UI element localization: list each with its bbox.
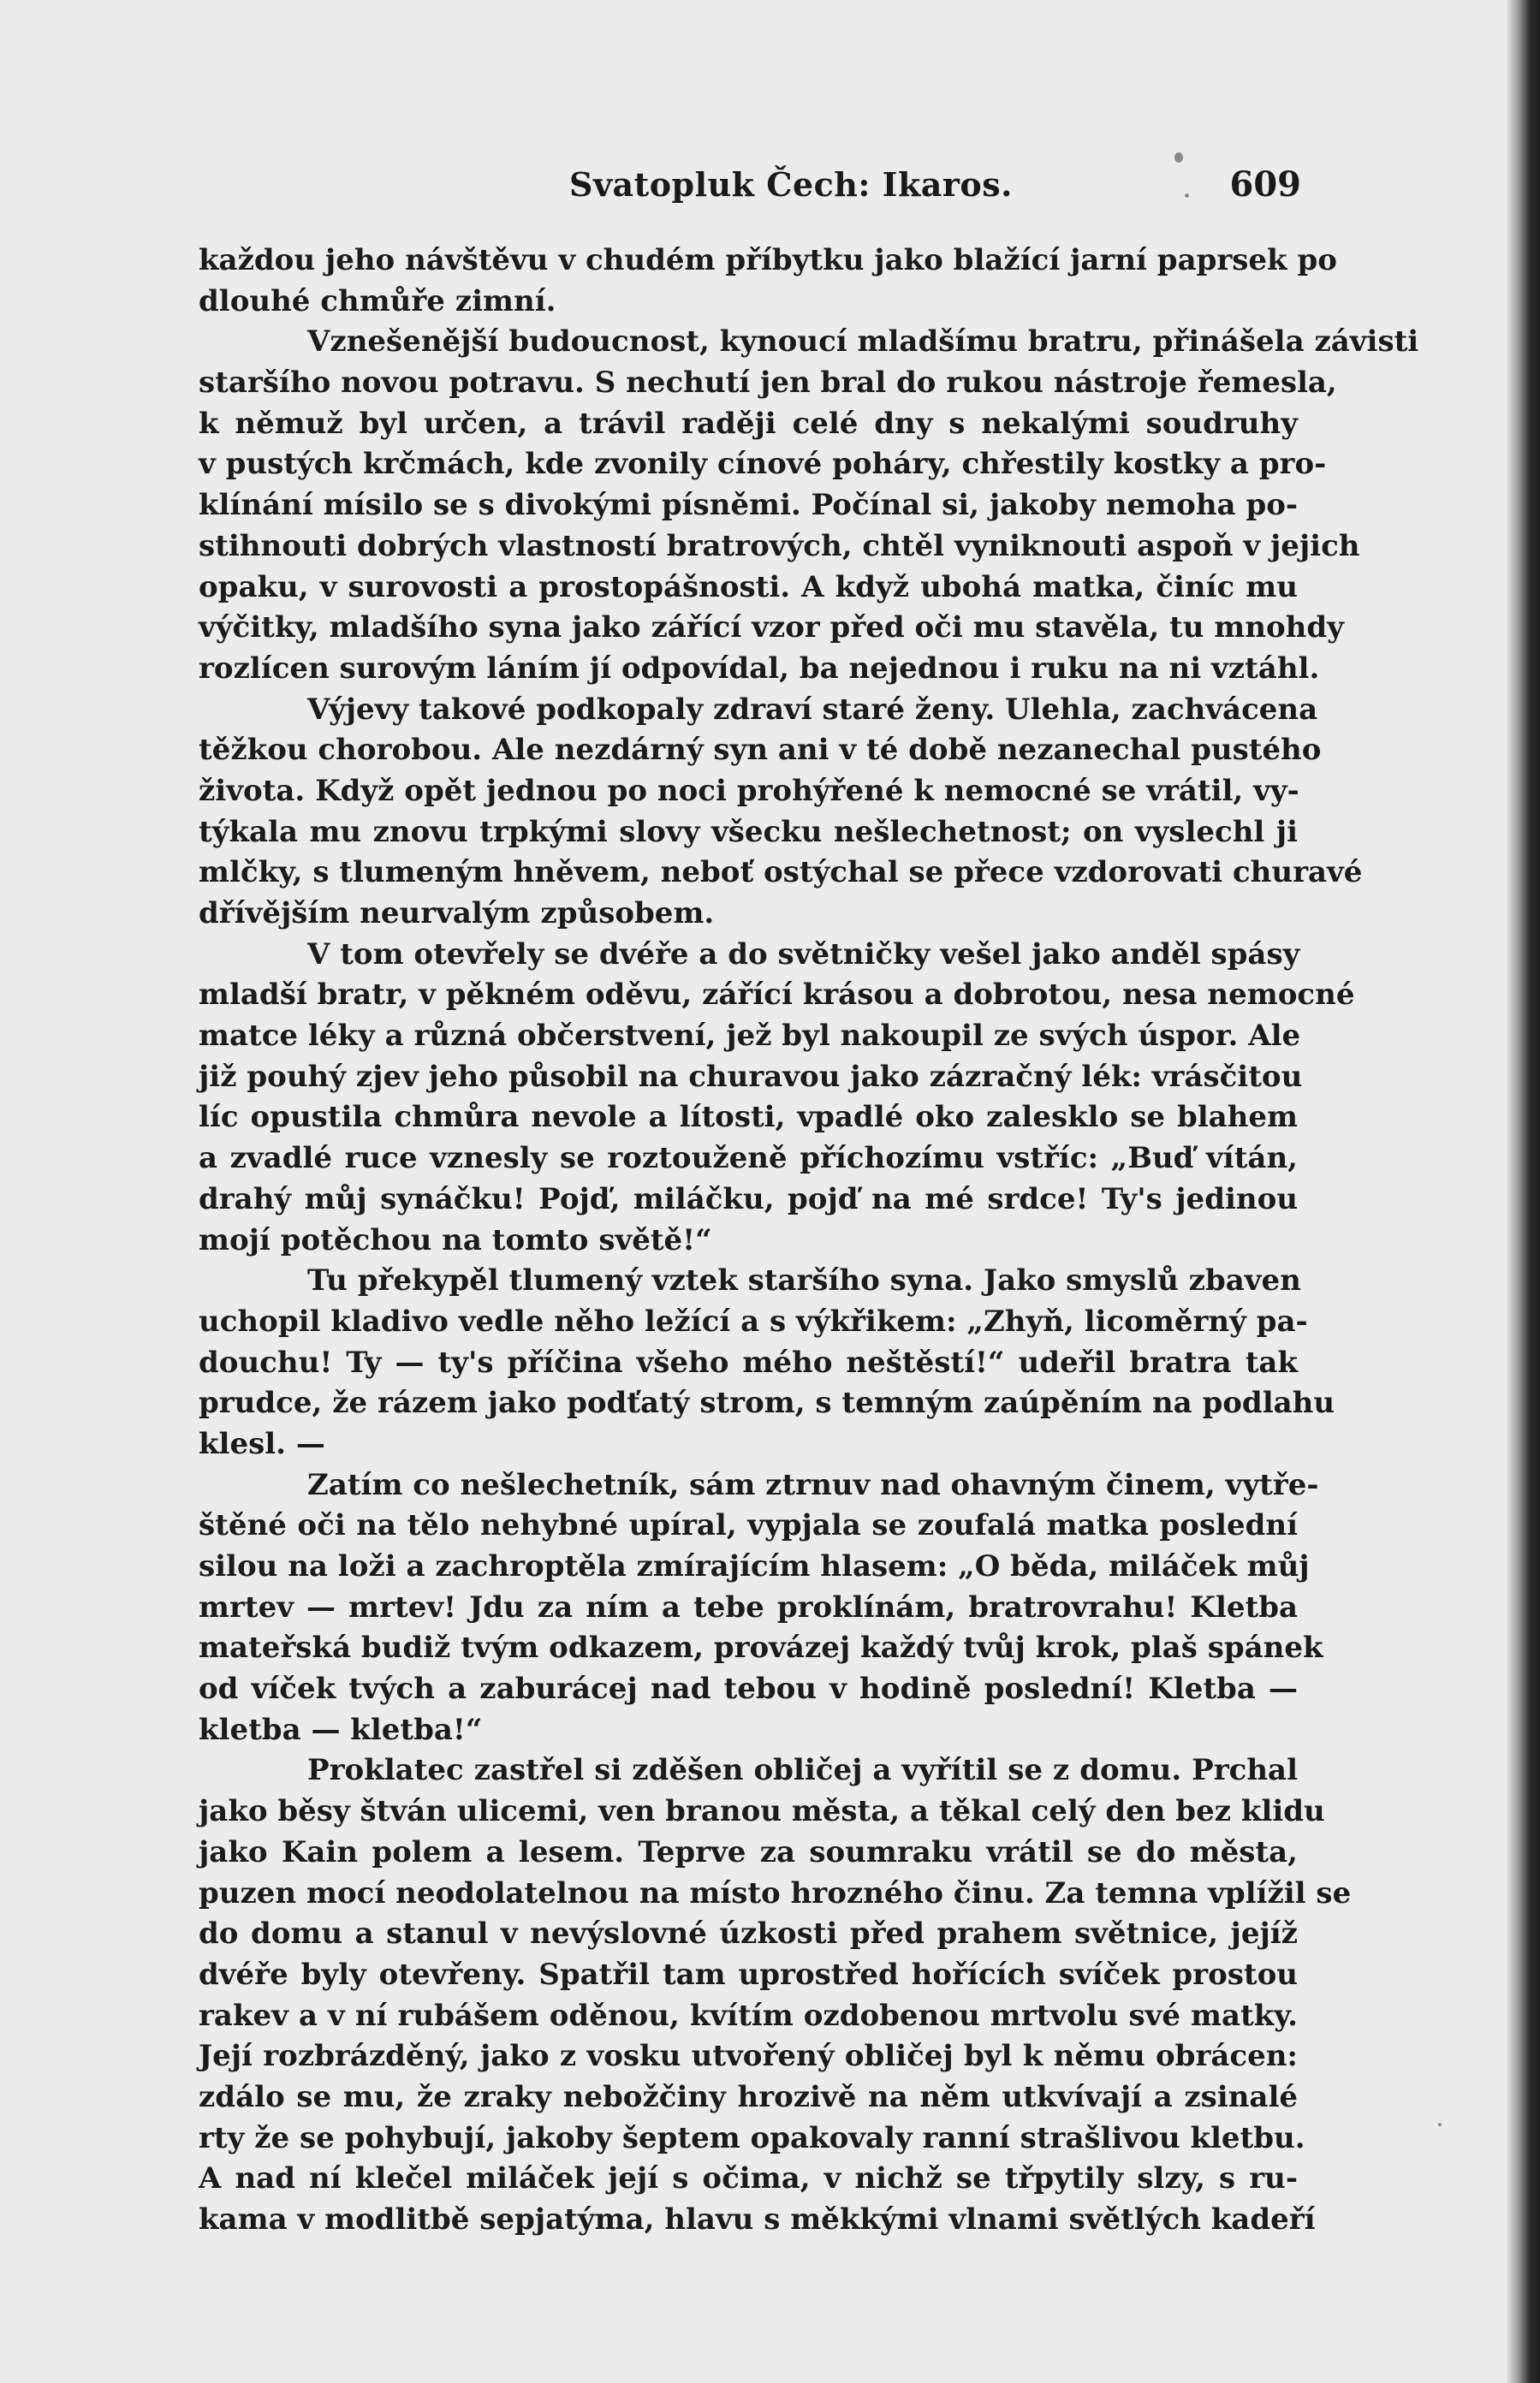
paragraph-start-line: Vznešenější budoucnost, kynoucí mladšímu bratru, přinášela závisti — [307, 324, 1419, 360]
paragraph-start-line: V tom otevřely se dvéře a do světničky vešel jako anděl spásy — [307, 936, 1300, 972]
text-line: mlčky, s tlumeným hněvem, neboť ostýchal se přece vzdorovati churavé — [199, 855, 1363, 890]
paragraph-start-line: Tu překypěl tlumený vztek staršího syna. Jako smyslů zbaven — [307, 1263, 1301, 1298]
text-line: opaku, v surovosti a prostopášnosti. A když ubohá matka, činíc mu — [199, 569, 1298, 604]
paragraph-start-line: Výjevy takové podkopaly zdraví staré ženy. Ulehla, zachvácena — [307, 692, 1318, 727]
text-line: každou jeho návštěvu v chudém příbytku jako blažící jarní paprsek po — [199, 243, 1337, 277]
paragraph-start-line: Proklatec zastřel si zděšen obličej a vyřítil se z domu. Prchal — [307, 1753, 1298, 1788]
text-line: matce léky a různá občerstvení, jež byl nakoupil ze svých úspor. Ale — [199, 1019, 1301, 1054]
text-line: líc opustila chmůra nevole a lítosti, vpadlé oko zalesklo se blahem — [199, 1100, 1298, 1135]
text-line: prudce, že rázem jako podťatý strom, s temným zaúpěním na podlahu — [199, 1386, 1335, 1421]
text-line: od víček tvých a zaburácej nad tebou v hodině poslední! Kletba — — [199, 1672, 1298, 1707]
text-line: rakev a v ní rubášem oděnou, kvítím ozdobenou mrtvolu své matky. — [199, 1998, 1298, 2033]
text-line: štěné oči na tělo nehybné upíral, vypjala se zoufalá matka poslední — [199, 1508, 1298, 1543]
text-line: jako Kain polem a lesem. Teprve za soumraku vrátil se do města, — [199, 1834, 1298, 1869]
running-title: Svatopluk Čech: Ikaros. — [569, 165, 1013, 204]
text-line: klesl. — — [199, 1426, 325, 1461]
page-edge-shadow — [1507, 0, 1540, 2383]
text-line: rozlícen surovým láním jí odpovídal, ba nejednou i ruku na ni vztáhl. — [199, 651, 1320, 686]
text-line: již pouhý zjev jeho působil na churavou jako zázračný lék: vrásčitou — [199, 1059, 1303, 1094]
text-line: dvéře byly otevřeny. Spatřil tam uprostřed hořících svíček prostou — [199, 1957, 1298, 1992]
text-line: jako běsy štván ulicemi, ven branou města, a těkal celý den bez klidu — [199, 1794, 1325, 1829]
text-line: rty že se pohybují, jakoby šeptem opakovaly ranní strašlivou kletbu. — [199, 2120, 1305, 2155]
text-line: výčitky, mladšího syna jako zářící vzor před oči mu stavěla, tu mnohdy — [199, 610, 1344, 645]
text-line: Její rozbrázděný, jako z vosku utvořený obličej byl k němu obrácen: — [199, 2039, 1298, 2074]
running-header — [197, 159, 1301, 211]
paragraph-start-line: Zatím co nešlechetník, sám ztrnuv nad ohavným činem, vytře- — [307, 1467, 1319, 1502]
text-line: mladší bratr, v pěkném oděvu, zářící krásou a dobrotou, nesa nemocné — [199, 978, 1355, 1013]
body-text — [199, 241, 1419, 2241]
text-line: týkala mu znovu trpkými slovy všecku nešlechetnost; on vyslechl ji — [199, 814, 1298, 849]
page-number: 609 — [1229, 164, 1301, 205]
text-line: uchopil kladivo vedle něho ležící a s výkřikem: „Zhyň, licoměrný pa- — [199, 1304, 1308, 1339]
text-line: kletba — kletba!“ — [199, 1712, 483, 1747]
text-line: mojí potěchou na tomto světě!“ — [199, 1222, 712, 1257]
text-line: k němuž byl určen, a trávil raději celé dny s nekalými soudruhy — [199, 406, 1298, 441]
text-line: života. Když opět jednou po noci prohýřené k nemocné se vrátil, vy- — [199, 773, 1299, 808]
text-line: drahý můj synáčku! Pojď, miláčku, pojď na mé srdce! Ty's jedinou — [199, 1181, 1298, 1216]
text-line: mateřská budiž tvým odkazem, provázej každý tvůj krok, plaš spánek — [199, 1631, 1323, 1666]
text-line: dlouhé chmůře zimní. — [199, 283, 556, 318]
text-line: a zvadlé ruce vznesly se roztouženě příchozímu vstříc: „Buď vítán, — [199, 1141, 1298, 1176]
text-line: zdálo se mu, že zraky nebožčiny hrozivě na něm utkvívají a zsinalé — [199, 2079, 1298, 2114]
text-line: A nad ní klečel miláček její s očima, v nichž se třpytily slzy, s ru- — [199, 2161, 1298, 2196]
text-line: staršího novou potravu. S nechutí jen bral do rukou nástroje řemesla, — [199, 365, 1337, 401]
text-line: v pustých krčmách, kde zvonily cínové poháry, chřestily kostky a pro- — [199, 447, 1327, 482]
text-line: douchu! Ty — ty's příčina všeho mého neštěstí!“ udeřil bratra tak — [199, 1345, 1298, 1380]
text-line: těžkou chorobou. Ale nezdárný syn ani v té době nezanechal pustého — [199, 733, 1322, 768]
text-line: kama v modlitbě sepjatýma, hlavu s měkkými vlnami světlých kadeří — [199, 2202, 1316, 2237]
scan-speck — [1438, 2123, 1442, 2126]
text-line: dřívějším neurvalým způsobem. — [199, 896, 715, 930]
text-line: do domu a stanul v nevýslovné úzkosti před prahem světnice, jejíž — [199, 1917, 1298, 1952]
text-line: mrtev — mrtev! Jdu za ním a tebe proklínám, bratrovrahu! Kletba — [199, 1590, 1298, 1625]
text-line: puzen mocí neodolatelnou na místo hrozného činu. Za temna vplížil se — [199, 1875, 1352, 1911]
text-line: klínání mísilo se s divokými písněmi. Počínal si, jakoby nemoha po- — [199, 488, 1298, 523]
text-line: stihnouti dobrých vlastností bratrových, chtěl vyniknouti aspoň v jejich — [199, 528, 1360, 563]
text-line: silou na loži a zachroptěla zmírajícím hlasem: „O běda, miláček můj — [199, 1549, 1310, 1584]
